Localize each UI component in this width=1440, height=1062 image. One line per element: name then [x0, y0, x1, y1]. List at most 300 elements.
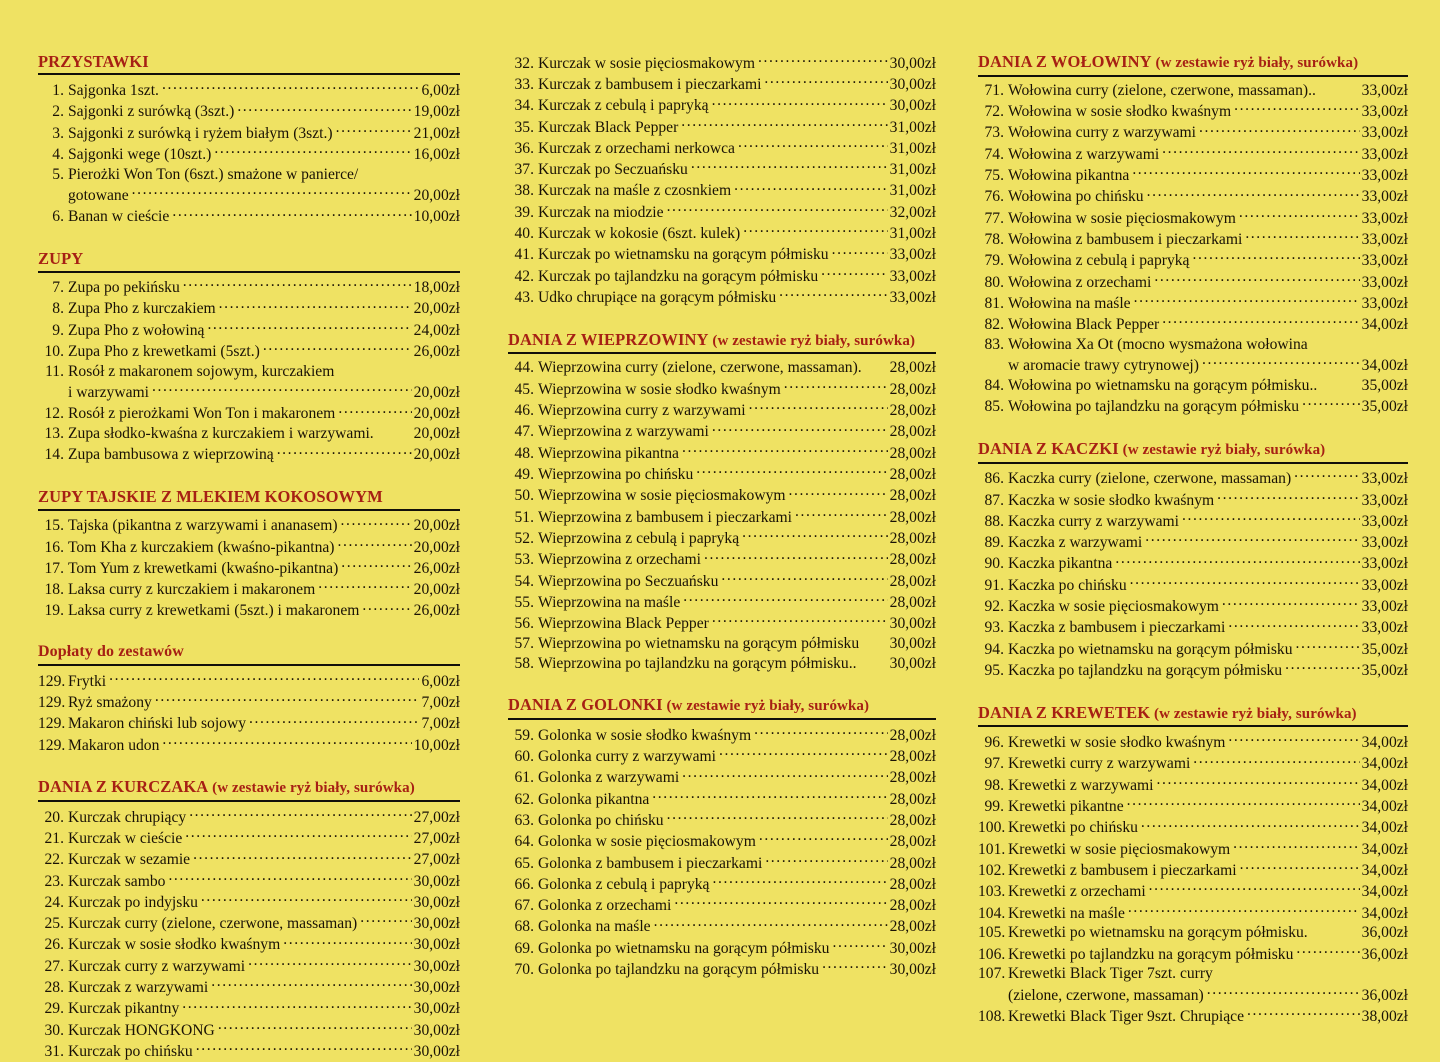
- menu-item-leader-dots: [162, 734, 411, 750]
- menu-item-number: 79.: [984, 252, 1004, 270]
- menu-item-leader-dots: [1193, 753, 1359, 769]
- menu-section-przystawki: [38, 52, 460, 227]
- menu-item-name: Wieprzowina curry (zielone, czerwone, massaman).: [538, 359, 862, 377]
- menu-item-price: 31,00zł: [889, 161, 936, 179]
- menu-item-leader-dots: [218, 1019, 412, 1035]
- menu-item: [38, 362, 460, 403]
- menu-item: [38, 319, 460, 340]
- menu-item-price: 10,00zł: [413, 208, 460, 226]
- menu-item: [508, 485, 936, 506]
- menu-item-leader-dots: [683, 591, 887, 607]
- menu-item-list: [38, 806, 460, 1062]
- menu-item-leader-dots: [1147, 186, 1360, 202]
- menu-item: [508, 895, 936, 916]
- menu-item: [508, 745, 936, 766]
- menu-item-price: 30,00zł: [413, 1043, 460, 1061]
- menu-item: [38, 977, 460, 998]
- menu-item-name: Kurczak po indyjsku: [68, 893, 198, 911]
- menu-item-name: Wieprzowina z orzechami: [538, 551, 702, 569]
- menu-item-name: Kaczka z warzywami: [1008, 534, 1143, 552]
- menu-item-leader-dots: [207, 319, 411, 335]
- menu-item-leader-dots: [1115, 553, 1359, 569]
- menu-item-number: 40.: [514, 225, 534, 243]
- menu-item-price: 33,00zł: [1361, 619, 1408, 637]
- menu-item-leader-dots: [109, 670, 419, 686]
- menu-item: [38, 444, 460, 465]
- section-heading-suffix: (w zestawie ryż biały, surówka): [708, 332, 916, 349]
- menu-item-leader-dots: [183, 277, 412, 293]
- menu-item: [508, 873, 936, 894]
- menu-item-leader-dots: [743, 223, 887, 239]
- menu-item-number: 95.: [984, 662, 1004, 679]
- menu-item-number: 7.: [52, 279, 64, 297]
- menu-item-name: Wołowina z cebulą i papryką: [1008, 252, 1190, 270]
- menu-item: [978, 376, 1408, 396]
- menu-item: [978, 292, 1408, 313]
- menu-item-number: 87.: [984, 491, 1004, 509]
- menu-item: [978, 510, 1408, 531]
- menu-item-price: 20,00zł: [413, 446, 460, 464]
- menu-item-name: Kurczak po Seczuańsku: [538, 161, 688, 179]
- menu-section-dania-z-wolowiny: [978, 52, 1408, 417]
- menu-item-name: Golonka z cebulą i papryką: [538, 875, 710, 893]
- menu-item-price: 30,00zł: [413, 872, 460, 890]
- menu-item-number: 63.: [514, 811, 534, 829]
- menu-item-name: Krewetki w sosie słodko kwaśnym: [1008, 734, 1226, 751]
- menu-item-name: Krewetki pikantne: [1008, 797, 1124, 815]
- menu-item: [978, 468, 1408, 489]
- menu-item-name: Krewetki w sosie pięciosmakowym: [1008, 840, 1231, 858]
- menu-item-name: Kurczak w sosie słodko kwaśnym: [68, 936, 281, 954]
- menu-item-leader-dots: [172, 206, 411, 222]
- menu-item-name: Kurczak na maśle z czosnkiem: [538, 182, 732, 200]
- menu-item-price: 30,00zł: [889, 54, 936, 72]
- menu-item-number: 18.: [44, 581, 64, 599]
- menu-item-leader-dots: [338, 403, 411, 419]
- menu-item-price: 33,00zł: [1361, 534, 1408, 552]
- menu-item-number: 22.: [44, 851, 64, 869]
- menu-item-name: Kurczak po chińsku: [68, 1043, 193, 1061]
- menu-item-number: 53.: [514, 551, 534, 569]
- menu-item: [508, 788, 936, 809]
- menu-item-number: 58.: [514, 654, 534, 672]
- menu-item-leader-dots: [779, 286, 887, 302]
- menu-item-name: Golonka w sosie słodko kwaśnym: [538, 726, 752, 744]
- menu-item-number: 67.: [514, 897, 534, 915]
- menu-item-name: w aromacie trawy cytrynowej): [1008, 357, 1199, 375]
- menu-item: [508, 724, 936, 745]
- menu-item-number: 13.: [44, 425, 64, 443]
- menu-item-name: Golonka w sosie pięciosmakowym: [538, 833, 756, 851]
- menu-item-line: [978, 964, 1408, 984]
- menu-item-price: 33,00zł: [889, 246, 936, 264]
- menu-item-name: Makaron udon: [68, 736, 160, 754]
- section-heading-suffix: (w zestawie ryż biały, surówka): [1118, 441, 1326, 458]
- menu-item-name: Wieprzowina z cebulą i papryką: [538, 529, 740, 547]
- menu-item-number: 70.: [514, 961, 534, 979]
- menu-item: [978, 553, 1408, 574]
- menu-item-leader-dots: [1128, 902, 1360, 918]
- section-heading: DANIA Z WOŁOWINY (w zestawie ryż biały, surówka): [978, 52, 1408, 77]
- menu-item-price: 33,00zł: [1361, 252, 1408, 270]
- menu-item-number: 21.: [44, 829, 64, 847]
- menu-item-number: 6.: [52, 208, 64, 226]
- menu-item-name: Sajgonki z surówką (3szt.): [68, 103, 235, 121]
- menu-item: [508, 244, 936, 265]
- menu-item-leader-dots: [1302, 396, 1360, 412]
- menu-item: [978, 795, 1408, 816]
- menu-item-name: Kaczka po wietnamsku na gorącym półmisku: [1008, 640, 1293, 658]
- menu-item-price: 30,00zł: [889, 654, 936, 672]
- menu-item-name: Kurczak w kokosie (6szt. kulek): [538, 225, 741, 243]
- menu-item: [38, 403, 460, 424]
- menu-item-name: Kurczak z cebulą i papryką: [538, 97, 709, 115]
- menu-item-name: Wieprzowina w sosie słodko kwaśnym: [538, 380, 781, 398]
- menu-item: [978, 659, 1408, 680]
- menu-item-leader-dots: [263, 340, 412, 356]
- menu-item-number: 75.: [984, 166, 1004, 184]
- menu-item: [508, 463, 936, 484]
- menu-item-number: 57.: [514, 634, 534, 652]
- menu-item-price: 7,00zł: [421, 715, 460, 733]
- menu-item-number: 85.: [984, 398, 1004, 416]
- menu-item: [978, 753, 1408, 774]
- menu-item-price: 28,00zł: [889, 444, 936, 462]
- menu-item-name: Golonka po wietnamsku na gorącym półmisku: [538, 939, 830, 957]
- menu-item-price: 33,00zł: [1361, 273, 1408, 291]
- menu-item-price: 18,00zł: [413, 279, 460, 297]
- menu-item-list: [508, 358, 936, 673]
- menu-item-name: Krewetki z warzywami: [1008, 776, 1154, 794]
- menu-item-name: Kurczak chrupiący: [68, 808, 187, 826]
- menu-item-name: Wieprzowina na maśle: [538, 593, 681, 611]
- menu-item-price: 33,00zł: [1361, 230, 1408, 248]
- menu-item-price: 28,00zł: [889, 487, 936, 505]
- menu-item-price: 28,00zł: [889, 551, 936, 569]
- menu-item-number: 37.: [514, 161, 534, 179]
- menu-item-price: 28,00zł: [889, 918, 936, 936]
- menu-item-leader-dots: [681, 116, 887, 132]
- menu-item: [508, 591, 936, 612]
- menu-item-name: Zupa Pho z wołowiną: [68, 321, 205, 339]
- menu-item-number: 86.: [984, 470, 1004, 488]
- menu-item-number: 17.: [44, 559, 64, 577]
- menu-item-number: 39.: [514, 203, 534, 221]
- menu-item-leader-dots: [754, 724, 888, 740]
- menu-item: [978, 638, 1408, 659]
- menu-item-number: 28.: [44, 979, 64, 997]
- menu-item-name: Kurczak po tajlandzku na gorącym półmisku: [538, 267, 819, 285]
- menu-item-price: 30,00zł: [413, 1000, 460, 1018]
- menu-item-price: 20,00zł: [413, 517, 460, 535]
- menu-item-number: 129.: [38, 715, 66, 733]
- menu-item-name: Wołowina Black Pepper: [1008, 316, 1160, 334]
- menu-item-price: 26,00zł: [413, 343, 460, 361]
- menu-item-number: 98.: [984, 776, 1004, 794]
- menu-item-name: Kaczka curry (zielone, czerwone, massaman): [1008, 470, 1292, 488]
- menu-item-name: Rosół z makaronem sojowym, kurczakiem: [68, 362, 335, 380]
- menu-item-number: 14.: [44, 446, 64, 464]
- menu-item: [978, 817, 1408, 838]
- menu-item-list: [38, 277, 460, 466]
- menu-item-number: 52.: [514, 529, 534, 547]
- menu-item-leader-dots: [784, 378, 888, 394]
- menu-item-leader-dots: [1245, 228, 1359, 244]
- menu-item-number: 94.: [984, 640, 1004, 658]
- menu-item-name: Krewetki Black Tiger 9szt. Chrupiące: [1008, 1007, 1245, 1025]
- menu-item-list: [38, 515, 460, 622]
- menu-item-price: 33,00zł: [1361, 470, 1408, 488]
- menu-item-line: [978, 335, 1408, 355]
- menu-item: [978, 396, 1408, 417]
- menu-item: [978, 964, 1408, 1005]
- menu-item-number: 35.: [514, 118, 534, 136]
- menu-item: [38, 913, 460, 934]
- menu-item-price: 34,00zł: [1361, 357, 1408, 375]
- menu-item-leader-dots: [1134, 292, 1360, 308]
- menu-item-name: Wołowina po tajlandzku na gorącym półmisku: [1008, 398, 1300, 416]
- menu-item: [38, 827, 460, 848]
- menu-item: [978, 859, 1408, 880]
- menu-item-name: Wołowina pikantna: [1008, 166, 1130, 184]
- menu-item-number: 30.: [44, 1021, 64, 1039]
- menu-item-number: 99.: [984, 797, 1004, 815]
- menu-item: [978, 335, 1408, 376]
- menu-item-leader-dots: [341, 515, 412, 531]
- menu-item-name: Wieprzowina z bambusem i pieczarkami: [538, 508, 792, 526]
- menu-item-number: 76.: [984, 188, 1004, 206]
- menu-item-number: 88.: [984, 512, 1004, 530]
- menu-item-price: 34,00zł: [1361, 883, 1408, 901]
- menu-item-price: 28,00zł: [889, 593, 936, 611]
- menu-item-leader-dots: [132, 184, 412, 200]
- menu-item-name: Kurczak curry z warzywami: [68, 957, 246, 975]
- menu-section-dania-z-wieprzowiny: [508, 330, 936, 674]
- menu-item: [978, 207, 1408, 228]
- menu-item-leader-dots: [719, 745, 888, 761]
- menu-item-number: 60.: [514, 747, 534, 765]
- menu-item-number: 4.: [52, 146, 64, 163]
- menu-item-leader-dots: [162, 79, 420, 95]
- menu-item-name: Wieprzowina Black Pepper: [538, 615, 709, 633]
- menu-item-price: 30,00zł: [413, 915, 460, 933]
- menu-item-price: 31,00zł: [889, 182, 936, 200]
- menu-item-name: Golonka po tajlandzku na gorącym półmisku: [538, 961, 820, 979]
- menu-item-price: 28,00zł: [889, 529, 936, 547]
- menu-item-number: 1.: [52, 82, 64, 100]
- menu-item-name: Kaczka po tajlandzku na gorącym półmisku: [1008, 662, 1283, 679]
- menu-item-number: 19.: [44, 602, 64, 620]
- menu-item-price: 28,00zł: [889, 466, 936, 483]
- menu-item-price: 27,00zł: [413, 808, 460, 826]
- menu-item-number: 59.: [514, 726, 534, 744]
- menu-item-price: 36,00zł: [1361, 986, 1408, 1004]
- menu-item-list: [978, 468, 1408, 681]
- menu-item-name: Wieprzowina curry z warzywami: [538, 402, 746, 420]
- menu-item-price: 27,00zł: [413, 851, 460, 869]
- menu-item-leader-dots: [277, 444, 412, 460]
- menu-item-price: 35,00zł: [1361, 376, 1408, 394]
- menu-item: [38, 934, 460, 955]
- menu-item-number: 27.: [44, 957, 64, 975]
- menu-item: [978, 617, 1408, 638]
- menu-item-name: Kurczak z orzechami nerkowca: [538, 139, 735, 157]
- menu-item: [38, 579, 460, 600]
- menu-item-list: [508, 52, 936, 308]
- menu-item-price: 33,00zł: [1361, 103, 1408, 120]
- menu-item-leader-dots: [341, 557, 411, 573]
- menu-item-name: Frytki: [68, 672, 107, 690]
- menu-item-name: Wołowina po wietnamsku na gorącym półmisku..: [1008, 376, 1318, 394]
- menu-item-name: Wołowina curry z warzywami: [1008, 124, 1196, 142]
- menu-item: [508, 95, 936, 116]
- menu-item-name: Wołowina Xa Ot (mocno wysmażona wołowina: [1008, 335, 1308, 353]
- menu-item: [38, 206, 460, 227]
- menu-item: [508, 52, 936, 73]
- menu-item: [508, 916, 936, 937]
- menu-item-leader-dots: [249, 713, 419, 729]
- menu-item-price: 33,00zł: [1361, 512, 1408, 530]
- menu-item-name: Zupa słodko-kwaśna z kurczakiem i warzywami.: [68, 425, 374, 443]
- menu-item: [38, 670, 460, 691]
- menu-item-leader-dots: [193, 849, 412, 865]
- menu-item: [508, 223, 936, 244]
- menu-item-leader-dots: [189, 806, 411, 822]
- menu-item-price: 31,00zł: [889, 118, 936, 136]
- menu-item: [38, 734, 460, 755]
- menu-item-price: 30,00zł: [889, 615, 936, 633]
- menu-item-price: 10,00zł: [413, 736, 460, 754]
- menu-item-name: Zupa bambusowa z wieprzowiną: [68, 446, 274, 464]
- menu-item-leader-dots: [185, 827, 411, 843]
- menu-item: [978, 81, 1408, 101]
- menu-item-number: 41.: [514, 246, 534, 264]
- menu-item-price: 20,00zł: [413, 384, 460, 402]
- menu-item-number: 15.: [44, 517, 64, 535]
- menu-item-leader-dots: [712, 873, 887, 889]
- menu-item: [508, 421, 936, 442]
- menu-item: [38, 1019, 460, 1040]
- section-heading: DANIA Z KREWETEK (w zestawie ryż biały, surówka): [978, 703, 1408, 728]
- menu-item-leader-dots: [1228, 617, 1359, 633]
- menu-item-price: 33,00zł: [1361, 145, 1408, 163]
- menu-item-number: 33.: [514, 75, 534, 93]
- menu-item: [978, 774, 1408, 795]
- menu-item-number: 73.: [984, 124, 1004, 142]
- menu-item: [508, 378, 936, 399]
- menu-item-name: gotowane: [68, 187, 129, 205]
- menu-item: [508, 958, 936, 979]
- menu-item-name: Kurczak HONGKONG: [68, 1021, 215, 1039]
- menu-item: [508, 937, 936, 958]
- menu-item-price: 33,00zł: [1361, 188, 1408, 206]
- menu-item-leader-dots: [712, 421, 888, 437]
- menu-item-name: Laksa curry z krewetkami (5szt.) i makaronem: [68, 602, 360, 620]
- menu-item-name: Rosół z pierożkami Won Ton i makaronem: [68, 405, 336, 423]
- menu-item-leader-dots: [764, 73, 887, 89]
- menu-item-leader-dots: [1192, 250, 1359, 266]
- menu-item: [508, 809, 936, 830]
- menu-item-leader-dots: [1154, 271, 1359, 287]
- menu-column-left: [38, 52, 460, 1062]
- section-heading-suffix: (w zestawie ryż biały, surówka): [1151, 55, 1359, 71]
- menu-item-price: 20,00zł: [413, 187, 460, 205]
- menu-item: [978, 838, 1408, 859]
- menu-item-number: 103.: [978, 883, 1006, 901]
- menu-item-number: 81.: [984, 294, 1004, 312]
- menu-item: [38, 101, 460, 122]
- menu-item-leader-dots: [696, 463, 887, 479]
- menu-item-number: 97.: [984, 755, 1004, 773]
- menu-item-price: 31,00zł: [889, 139, 936, 157]
- menu-item-number: 54.: [514, 572, 534, 590]
- menu-item-name: Kaczka w sosie pięciosmakowym: [1008, 598, 1219, 616]
- menu-item-price: 28,00zł: [889, 897, 936, 915]
- menu-item: [978, 902, 1408, 923]
- menu-section-zupy: [38, 249, 460, 465]
- menu-item-name: Tom Kha z kurczakiem (kwaśno-pikantna): [68, 538, 335, 556]
- menu-item-number: 91.: [984, 576, 1004, 594]
- menu-item-number: 101.: [978, 840, 1006, 858]
- menu-item-leader-dots: [742, 527, 888, 543]
- menu-item-leader-dots: [682, 767, 887, 783]
- menu-item-leader-dots: [738, 137, 888, 153]
- menu-item-name: Golonka z warzywami: [538, 769, 680, 787]
- menu-item-leader-dots: [1182, 510, 1360, 526]
- menu-item-leader-dots: [758, 52, 888, 68]
- menu-item-name: Kurczak pikantny: [68, 1000, 180, 1018]
- menu-item-price: 26,00zł: [413, 602, 460, 620]
- menu-item: [508, 852, 936, 873]
- menu-item-name: Golonka po chińsku: [538, 811, 664, 829]
- menu-item-price: 38,00zł: [1361, 1007, 1408, 1025]
- menu-item-number: 129.: [38, 736, 66, 754]
- menu-item-price: 34,00zł: [1361, 734, 1408, 751]
- menu-section-dania-z-kurczaka: [38, 777, 460, 1061]
- menu-item-leader-dots: [749, 399, 888, 415]
- menu-item-price: 28,00zł: [889, 423, 936, 441]
- menu-item-leader-dots: [654, 916, 888, 932]
- menu-section-dania-z-golonki: [508, 695, 936, 979]
- menu-item-name: Wołowina curry (zielone, czerwone, massaman)..: [1008, 81, 1316, 99]
- menu-item-price: 28,00zł: [889, 811, 936, 829]
- menu-item-name: Krewetki po wietnamsku na gorącym półmisku.: [1008, 924, 1308, 942]
- menu-item: [508, 549, 936, 570]
- menu-item-name: (zielone, czerwone, massaman): [1008, 986, 1204, 1004]
- menu-item-price: 28,00zł: [889, 726, 936, 744]
- menu-section-dania-z-kurczaka-cd: [508, 52, 936, 308]
- menu-item-number: 36.: [514, 139, 534, 157]
- menu-item: [508, 159, 936, 180]
- menu-item-leader-dots: [1296, 943, 1359, 959]
- menu-item: [978, 923, 1408, 943]
- menu-item-line: [978, 984, 1408, 1005]
- menu-item-name: Zupa Pho z krewetkami (5szt.): [68, 343, 260, 361]
- menu-item: [508, 831, 936, 852]
- menu-item-name: Kaczka pikantna: [1008, 555, 1113, 573]
- menu-item-number: 66.: [514, 875, 534, 893]
- menu-item: [508, 201, 936, 222]
- menu-item-number: 107.: [978, 965, 1006, 983]
- menu-item: [508, 442, 936, 463]
- menu-item-name: Wieprzowina po wietnamsku na gorącym półmisku: [538, 634, 860, 652]
- menu-item-number: 74.: [984, 145, 1004, 163]
- menu-section-dania-z-krewetek: [978, 703, 1408, 1027]
- menu-item: [978, 489, 1408, 510]
- menu-item-price: 33,00zł: [889, 267, 936, 285]
- menu-item: [38, 557, 460, 578]
- menu-item-name: Wieprzowina po tajlandzku na gorącym półmisku..: [538, 654, 857, 672]
